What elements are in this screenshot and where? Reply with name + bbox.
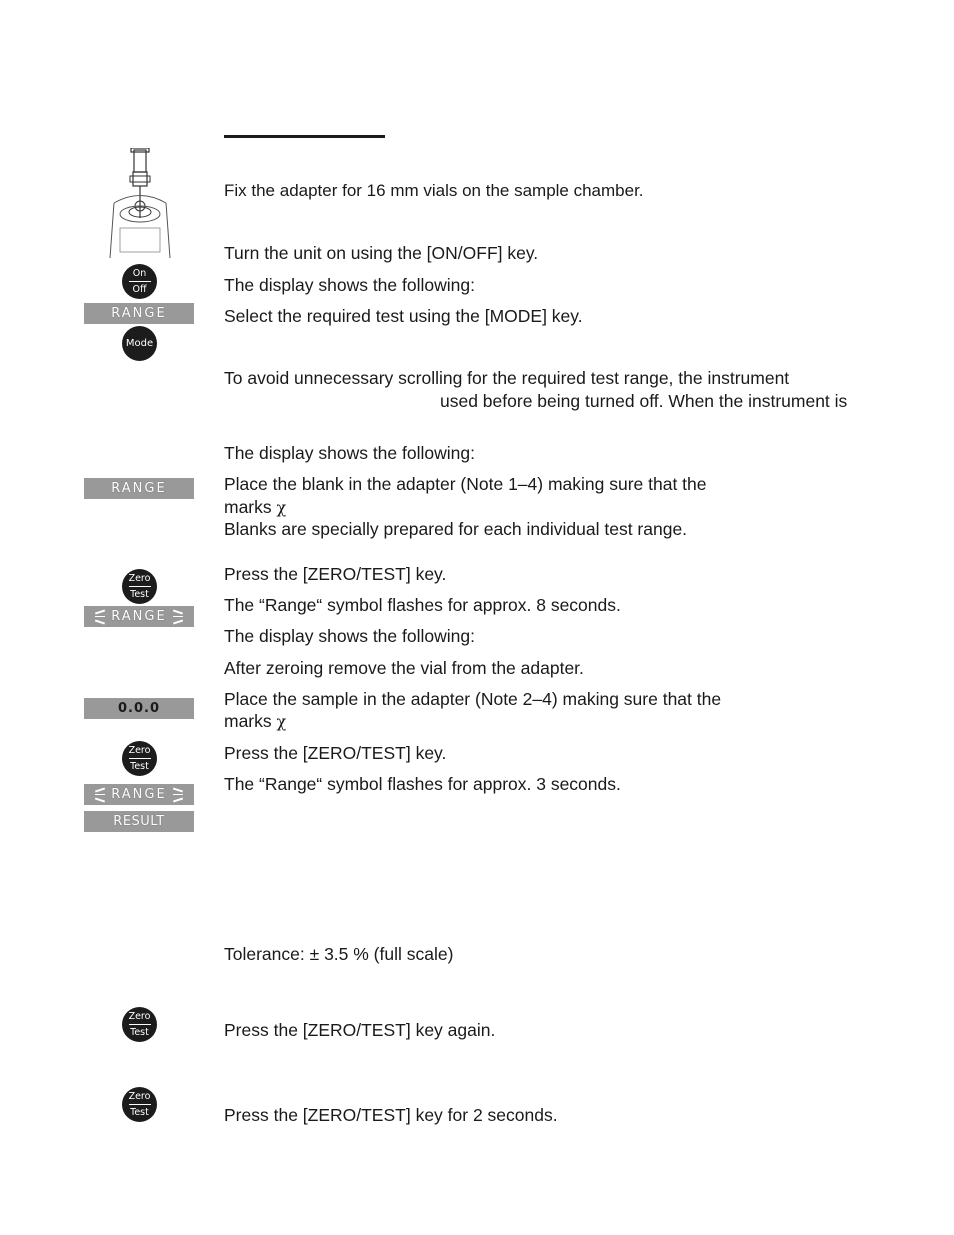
step-press-zero-test-1: Press the [ZERO/TEST] key. bbox=[224, 564, 447, 584]
step-blanks-note: Blanks are specially prepared for each individual test range. bbox=[224, 519, 688, 539]
key-divider bbox=[129, 1024, 151, 1025]
step-fix-adapter: Fix the adapter for 16 mm vials on the sample chamber. bbox=[224, 181, 644, 200]
step-press-zero-test-again: Press the [ZERO/TEST] key again. bbox=[224, 1020, 496, 1040]
step-range-flashes-8s: The “Range“ symbol flashes for approx. 8 seconds. bbox=[224, 595, 621, 615]
note-avoid-scrolling-line1: To avoid unnecessary scrolling for the required test range, the instrument bbox=[224, 368, 790, 388]
display-text: RANGE bbox=[111, 306, 167, 321]
off-label: Off bbox=[132, 284, 147, 295]
section-title-underline bbox=[224, 135, 385, 138]
zero-test-key-4[interactable] bbox=[122, 1087, 157, 1122]
test-label: Test bbox=[130, 1027, 149, 1038]
zero-label: Zero bbox=[128, 745, 151, 756]
zero-label: Zero bbox=[128, 573, 151, 584]
flash-left-icon bbox=[95, 788, 105, 802]
display-range-1 bbox=[84, 303, 194, 324]
zero-label: Zero bbox=[128, 1011, 151, 1022]
display-result bbox=[84, 811, 194, 832]
step-display-shows-3: The display shows the following: bbox=[224, 626, 475, 646]
zero-test-key-3[interactable] bbox=[122, 1007, 157, 1042]
tolerance-text: Tolerance: ± 3.5 % (full scale) bbox=[224, 944, 454, 964]
key-divider bbox=[129, 758, 151, 759]
step-display-shows-2: The display shows the following: bbox=[224, 443, 475, 463]
step-place-blank: Place the blank in the adapter (Note 1–4) making sure that the bbox=[224, 474, 707, 494]
step-turn-on: Turn the unit on using the [ON/OFF] key. bbox=[224, 243, 539, 263]
step-select-test: Select the required test using the [MODE] key. bbox=[224, 306, 583, 326]
display-range-flashing-2 bbox=[84, 784, 194, 805]
test-label: Test bbox=[130, 761, 149, 772]
display-text: RANGE bbox=[111, 481, 167, 496]
mode-label: Mode bbox=[125, 338, 154, 349]
test-label: Test bbox=[130, 589, 149, 600]
display-range-flashing-1 bbox=[84, 606, 194, 627]
flash-right-icon bbox=[173, 610, 183, 624]
on-label: On bbox=[132, 268, 147, 279]
display-range-2 bbox=[84, 478, 194, 499]
alignment-mark-icon: χ bbox=[276, 712, 287, 731]
note-avoid-scrolling-line2: used before being turned off. When the instrument is bbox=[440, 391, 848, 411]
marks-label: marks bbox=[224, 497, 272, 517]
flash-left-icon bbox=[95, 610, 105, 624]
display-text: RANGE bbox=[111, 609, 167, 624]
flash-right-icon bbox=[173, 788, 183, 802]
zero-test-key-2[interactable] bbox=[122, 741, 157, 776]
zero-label: Zero bbox=[128, 1091, 151, 1102]
step-place-sample-marks bbox=[224, 710, 286, 733]
key-divider bbox=[129, 281, 151, 282]
step-press-zero-test-2: Press the [ZERO/TEST] key. bbox=[224, 743, 447, 763]
vial-adapter-illustration bbox=[108, 148, 172, 258]
on-off-key[interactable] bbox=[122, 264, 157, 299]
step-display-shows-1: The display shows the following: bbox=[224, 275, 475, 295]
step-remove-vial: After zeroing remove the vial from the adapter. bbox=[224, 658, 584, 678]
mode-key[interactable] bbox=[122, 326, 157, 361]
alignment-mark-icon: χ bbox=[276, 498, 287, 517]
display-text: RANGE bbox=[111, 787, 167, 802]
display-text: RESULT bbox=[113, 814, 165, 829]
step-press-zero-test-2s: Press the [ZERO/TEST] key for 2 seconds. bbox=[224, 1105, 558, 1125]
display-text: 0.0.0 bbox=[117, 701, 160, 716]
step-place-blank-marks bbox=[224, 496, 286, 519]
marks-label: marks bbox=[224, 711, 272, 731]
zero-test-key-1[interactable] bbox=[122, 569, 157, 604]
test-label: Test bbox=[130, 1107, 149, 1118]
key-divider bbox=[129, 586, 151, 587]
step-range-flashes-3s: The “Range“ symbol flashes for approx. 3 seconds. bbox=[224, 774, 621, 794]
step-place-sample: Place the sample in the adapter (Note 2–4) making sure that the bbox=[224, 689, 722, 709]
key-divider bbox=[129, 1104, 151, 1105]
display-zero-value bbox=[84, 698, 194, 719]
